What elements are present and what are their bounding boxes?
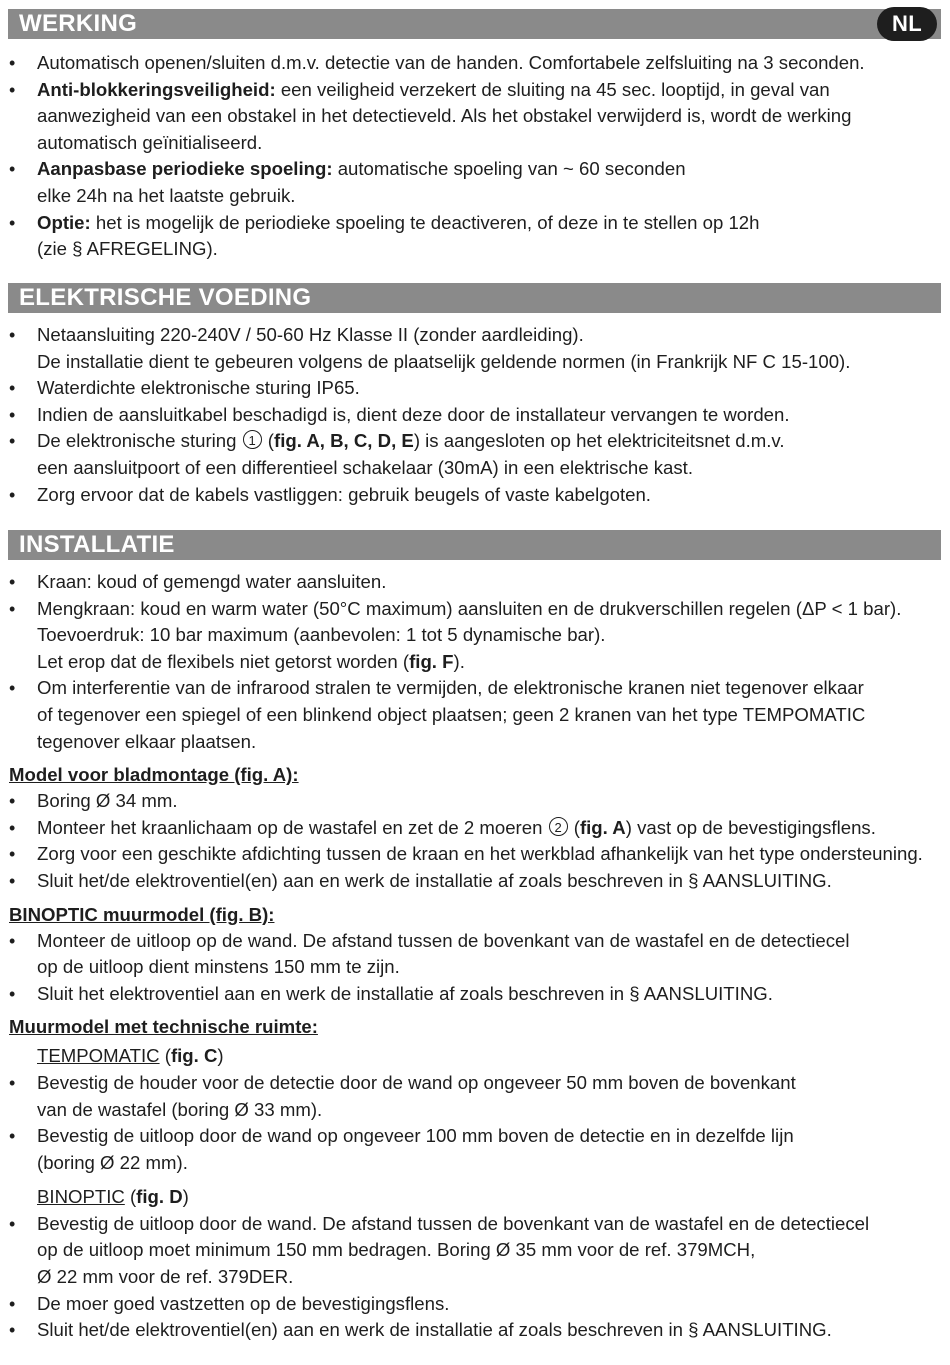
- list-item-continuation: Toevoerdruk: 10 bar maximum (aanbevolen: 1 tot 5 dynamische bar).: [37, 624, 606, 646]
- voeding-content: [0, 322, 950, 508]
- bullet-icon: •: [9, 1213, 16, 1234]
- list-item: • Bevestig de uitloop door de wand op ongeveer 100 mm boven de detectie en in dezelfde lijn: [0, 1123, 950, 1150]
- list-item: • Sluit het elektroventiel aan en werk de installatie af zoals beschreven in § AANSLUITING.: [0, 981, 950, 1008]
- list-item: • Anti-blokkeringsveiligheid: een veiligheid verzekert de sluiting na 45 sec. looptijd, in geval van: [0, 77, 950, 104]
- list-item-continuation: aanwezigheid van een obstakel in het detectieveld. Als het obstakel verwijderd is, wordt de werking: [37, 105, 852, 127]
- list-item-continuation: automatisch geïnitialiseerd.: [37, 131, 263, 153]
- list-item: • Waterdichte elektronische sturing IP65.: [0, 375, 950, 402]
- list-item: • Zorg ervoor dat de kabels vastliggen: gebruik beugels of vaste kabelgoten.: [0, 482, 950, 509]
- subheading-bladmontage: Model voor bladmontage (fig. A):: [9, 764, 299, 786]
- list-item: • Indien de aansluitkabel beschadigd is, dient deze door de installateur vervangen te worden.: [0, 402, 950, 429]
- list-item: • Netaansluiting 220-240V / 50-60 Hz Klasse II (zonder aardleiding).: [0, 322, 950, 349]
- bullet-icon: •: [9, 1072, 16, 1093]
- subheading-technische-ruimte: Muurmodel met technische ruimte:: [9, 1016, 318, 1038]
- bullet-icon: •: [9, 791, 16, 812]
- list-item-continuation: Ø 22 mm voor de ref. 379DER.: [37, 1266, 294, 1288]
- list-item: • Automatisch openen/sluiten d.m.v. detectie van de handen. Comfortabele zelfsluiting na 3 seconden.: [0, 50, 950, 77]
- section-title: ELEKTRISCHE VOEDING: [19, 284, 312, 311]
- list-item: • Bevestig de uitloop door de wand. De afstand tussen de bovenkant van de wastafel en de detectiecel: [0, 1211, 950, 1238]
- list-item-continuation: van de wastafel (boring Ø 33 mm).: [37, 1098, 323, 1120]
- bullet-icon: •: [9, 431, 16, 452]
- bullet-icon: •: [9, 844, 16, 865]
- list-item: • Om interferentie van de infrarood stralen te vermijden, de elektronische kranen niet tegenover elkaar: [0, 675, 950, 702]
- callout-number-2: 2: [549, 817, 568, 836]
- list-item: • Sluit het/de elektroventiel(en) aan en werk de installatie af zoals beschreven in § AANSLUITING.: [0, 868, 950, 895]
- bullet-icon: •: [9, 404, 16, 425]
- bullet-icon: •: [9, 53, 16, 73]
- bullet-icon: •: [9, 378, 16, 399]
- model-label-tempomatic: TEMPOMATIC (fig. C): [37, 1045, 224, 1067]
- bullet-icon: •: [9, 678, 16, 699]
- callout-number-1: 1: [243, 430, 262, 449]
- list-item: • Sluit het/de elektroventiel(en) aan en werk de installatie af zoals beschreven in § AANSLUITING.: [0, 1317, 950, 1344]
- section-header-installatie: [8, 530, 941, 560]
- list-item-continuation: op de uitloop moet minimum 150 mm bedragen. Boring Ø 35 mm voor de ref. 379MCH,: [37, 1239, 756, 1261]
- list-item: • De moer goed vastzetten op de bevestigingsflens.: [0, 1291, 950, 1318]
- section-header-voeding: [8, 283, 941, 313]
- installatie-content: [0, 569, 950, 1344]
- bullet-icon: •: [9, 983, 16, 1004]
- list-item: • Boring Ø 34 mm.: [0, 788, 950, 815]
- bullet-icon: •: [9, 484, 16, 505]
- bullet-icon: •: [9, 212, 16, 233]
- model-label-binoptic: BINOPTIC (fig. D): [37, 1186, 189, 1208]
- list-item-continuation: (boring Ø 22 mm).: [37, 1151, 188, 1173]
- section-header-werking: [8, 9, 941, 39]
- list-item: • Kraan: koud of gemengd water aansluiten.: [0, 569, 950, 596]
- bullet-icon: •: [9, 79, 16, 100]
- list-item: • Optie: het is mogelijk de periodieke spoeling te deactiveren, of deze in te stellen op 12h: [0, 210, 950, 237]
- list-item: • Monteer het kraanlichaam op de wastafel en zet de 2 moeren 2 (fig. A) vast op de bevestigingsflens.: [0, 815, 950, 842]
- list-item-continuation: (zie § AFREGELING).: [37, 238, 218, 260]
- list-item-continuation: tegenover elkaar plaatsen.: [37, 730, 257, 752]
- list-item-continuation: een aansluitpoort of een differentieel schakelaar (30mA) in een elektrische kast.: [37, 456, 693, 478]
- list-item: • Zorg voor een geschikte afdichting tussen de kraan en het werkblad afhankelijk van het type ondersteuning.: [0, 841, 950, 868]
- bullet-icon: •: [9, 930, 16, 951]
- bullet-icon: •: [9, 1320, 16, 1341]
- language-badge: NL: [877, 7, 937, 41]
- section-title: INSTALLATIE: [19, 531, 175, 558]
- list-item-continuation: De installatie dient te gebeuren volgens de plaatselijk geldende normen (in Frankrijk NF C 15-100).: [37, 350, 851, 372]
- list-item: • Mengkraan: koud en warm water (50°C maximum) aansluiten en de drukverschillen regelen (ΔP < 1 bar).: [0, 596, 950, 623]
- bullet-icon: •: [9, 1126, 16, 1147]
- werking-content: [0, 50, 950, 263]
- list-item-continuation: Let erop dat de flexibels niet getorst worden (fig. F).: [37, 650, 465, 672]
- bullet-icon: •: [9, 598, 16, 619]
- bullet-icon: •: [9, 325, 16, 345]
- section-title: WERKING: [19, 10, 138, 37]
- list-item: • Aanpasbase periodieke spoeling: automatische spoeling van ~ 60 seconden: [0, 156, 950, 183]
- list-item: • Bevestig de houder voor de detectie door de wand op ongeveer 50 mm boven de bovenkant: [0, 1070, 950, 1097]
- subheading-binoptic-muurmodel: BINOPTIC muurmodel (fig. B):: [9, 903, 275, 925]
- list-item-continuation: of tegenover een spiegel of een blinkend object plaatsen; geen 2 kranen van het type TEMPOMATIC: [37, 703, 866, 725]
- list-item: • Monteer de uitloop op de wand. De afstand tussen de bovenkant van de wastafel en de detectiecel: [0, 928, 950, 955]
- list-item-continuation: op de uitloop dient minstens 150 mm te zijn.: [37, 956, 400, 978]
- list-item: • De elektronische sturing 1 (fig. A, B, C, D, E) is aangesloten op het elektriciteitsnet d.m.v.: [0, 428, 950, 455]
- bullet-icon: •: [9, 1293, 16, 1314]
- bullet-icon: •: [9, 572, 16, 592]
- bullet-icon: •: [9, 159, 16, 180]
- bullet-icon: •: [9, 817, 16, 838]
- list-item-continuation: elke 24h na het laatste gebruik.: [37, 184, 296, 206]
- bullet-icon: •: [9, 870, 16, 891]
